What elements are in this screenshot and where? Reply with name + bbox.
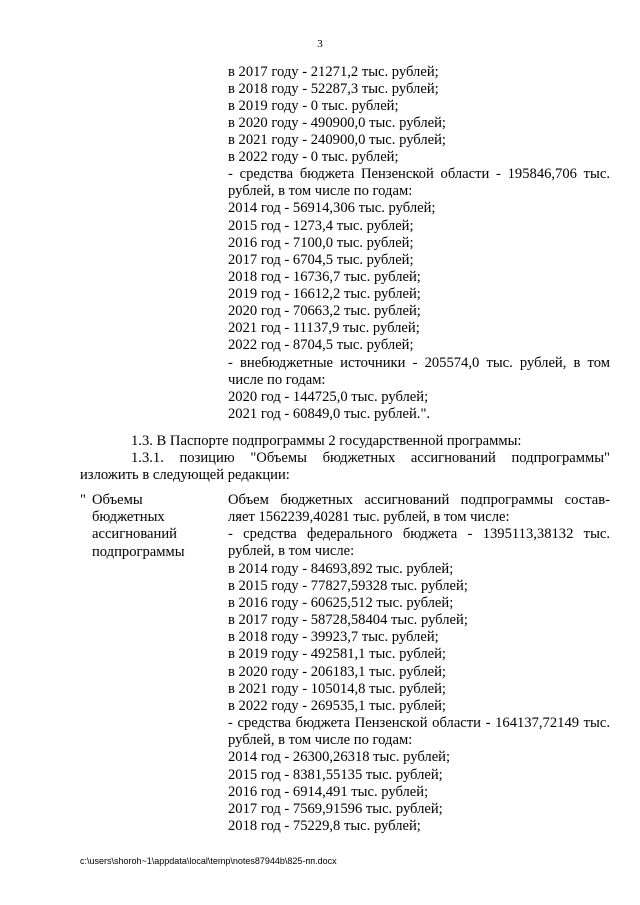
funding-intro: Объем бюджетных ассигнований подпрограммы состав- — [228, 492, 610, 508]
penza-budget-heading: - средства бюджета Пензенской области - 164137,72149 тыс. — [228, 715, 610, 731]
funding-intro-cont: ляет 1562239,40281 тыс. рублей, в том числе: — [228, 509, 510, 525]
page-number: 3 — [317, 38, 323, 50]
list-item: в 2014 году - 84693,892 тыс. рублей; — [228, 561, 454, 577]
list-item: в 2021 году - 105014,8 тыс. рублей; — [228, 681, 446, 697]
opening-quote: " — [80, 492, 86, 508]
extra-budget-heading-cont: числе по годам: — [228, 372, 326, 388]
list-item: 2022 год - 8704,5 тыс. рублей; — [228, 337, 414, 353]
extra-budget-heading: - внебюджетные источники - 205574,0 тыс. рублей, в том — [228, 355, 610, 371]
list-item: 2019 год - 16612,2 тыс. рублей; — [228, 286, 421, 302]
list-item: 2018 год - 16736,7 тыс. рублей; — [228, 269, 421, 285]
label-line: ассигнований — [92, 526, 177, 543]
section-paragraph: 1.3.1. позицию "Объемы бюджетных ассигнований подпрограммы" — [131, 450, 610, 466]
file-path-footer: c:\users\shoroh~1\appdata\local\temp\notes87944b\825-пп.docx — [80, 856, 337, 866]
list-item: 2017 год - 6704,5 тыс. рублей; — [228, 252, 414, 268]
list-item: 2018 год - 75229,8 тыс. рублей; — [228, 818, 421, 834]
label-line: бюджетных — [92, 509, 165, 526]
list-item: в 2015 году - 77827,59328 тыс. рублей; — [228, 578, 468, 594]
list-item: в 2016 году - 60625,512 тыс. рублей; — [228, 595, 454, 611]
list-item: 2020 год - 144725,0 тыс. рублей; — [228, 389, 429, 405]
list-item: 2016 год - 7100,0 тыс. рублей; — [228, 235, 414, 251]
list-item: 2014 год - 56914,306 тыс. рублей; — [228, 200, 436, 216]
list-item: в 2019 году - 0 тыс. рублей; — [228, 98, 399, 114]
list-item: в 2020 году - 490900,0 тыс. рублей; — [228, 115, 446, 131]
section-heading: 1.3. В Паспорте подпрограммы 2 государственной программы: — [131, 433, 522, 449]
list-item: 2020 год - 70663,2 тыс. рублей; — [228, 303, 421, 319]
list-item: 2017 год - 7569,91596 тыс. рублей; — [228, 801, 443, 817]
penza-budget-heading-cont: рублей, в том числе по годам: — [228, 183, 413, 199]
list-item: 2021 год - 11137,9 тыс. рублей; — [228, 320, 420, 336]
list-item: в 2022 году - 269535,1 тыс. рублей; — [228, 698, 446, 714]
label-line: подпрограммы — [92, 543, 185, 560]
list-item: в 2020 году - 206183,1 тыс. рублей; — [228, 664, 446, 680]
federal-budget-heading-cont: рублей, в том числе: — [228, 543, 355, 559]
penza-budget-heading-cont: рублей, в том числе по годам: — [228, 732, 413, 748]
section-paragraph-cont: изложить в следующей редакции: — [80, 467, 290, 483]
list-item: в 2017 году - 21271,2 тыс. рублей; — [228, 64, 439, 80]
list-item: в 2018 году - 39923,7 тыс. рублей; — [228, 629, 439, 645]
list-item: в 2019 году - 492581,1 тыс. рублей; — [228, 646, 446, 662]
list-item: 2015 год - 1273,4 тыс. рублей; — [228, 218, 414, 234]
penza-budget-heading: - средства бюджета Пензенской области - 195846,706 тыс. — [228, 166, 610, 182]
list-item: в 2022 году - 0 тыс. рублей; — [228, 149, 399, 165]
list-item: в 2018 году - 52287,3 тыс. рублей; — [228, 81, 439, 97]
list-item: 2021 год - 60849,0 тыс. рублей.". — [228, 406, 431, 422]
label-line: Объемы — [92, 492, 143, 508]
list-item: 2016 год - 6914,491 тыс. рублей; — [228, 784, 429, 800]
federal-budget-heading: - средства федерального бюджета - 1395113,38132 тыс. — [228, 526, 610, 542]
list-item: в 2021 году - 240900,0 тыс. рублей; — [228, 132, 446, 148]
list-item: 2015 год - 8381,55135 тыс. рублей; — [228, 767, 443, 783]
list-item: в 2017 году - 58728,58404 тыс. рублей; — [228, 612, 468, 628]
list-item: 2014 год - 26300,26318 тыс. рублей; — [228, 749, 451, 765]
